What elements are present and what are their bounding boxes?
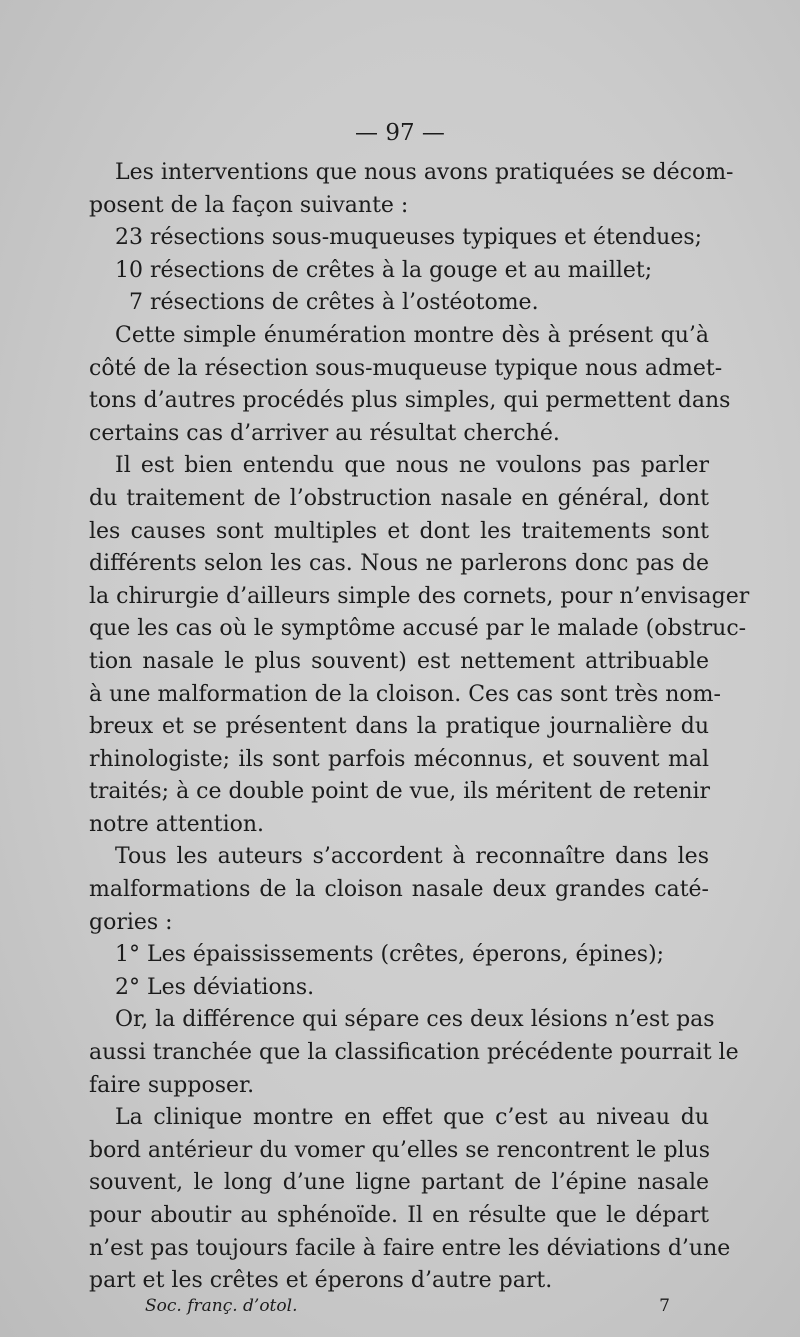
list-item: 7 résections de crêtes à l’ostéotome.	[129, 290, 539, 316]
text-line: part et les crêtes et éperons d’autre part.	[89, 1268, 553, 1294]
text-line: gories :	[89, 909, 173, 935]
body-text	[89, 157, 750, 1298]
page-number: — 97 —	[355, 120, 445, 146]
text-line: la chirurgie d’ailleurs simple des cornets, pour n’envisager	[89, 583, 750, 609]
text-line: bord antérieur du vomer qu’elles se rencontrent le plus	[89, 1137, 711, 1163]
text-line: souvent, le long d’une ligne partant de l’épine nasale	[89, 1170, 709, 1196]
text-line: côté de la résection sous-muqueuse typique nous admet-	[89, 355, 723, 381]
text-line: Tous les auteurs s’accordent à reconnaître dans les	[115, 844, 709, 870]
text-line: tion nasale le plus souvent) est nettement attribuable	[89, 648, 709, 674]
footer-source: Soc. franç. d’otol.	[145, 1296, 298, 1316]
text-line: rhinologiste; ils sont parfois méconnus, et souvent mal	[89, 746, 709, 772]
text-line: breux et se présentent dans la pratique journalière du	[89, 714, 709, 740]
list-item: 2° Les déviations.	[115, 974, 315, 1000]
text-line: malformations de la cloison nasale deux grandes caté-	[89, 877, 709, 903]
text-line: Cette simple énumération montre dès à présent qu’à	[115, 322, 709, 348]
text-line: pour aboutir au sphénoïde. Il en résulte que le départ	[89, 1203, 709, 1228]
text-line: que les cas où le symptôme accusé par le malade (obstruc-	[89, 616, 747, 642]
text-line: traités; à ce double point de vue, ils méritent de retenir	[89, 779, 711, 805]
text-line: La clinique montre en effet que c’est au niveau du	[115, 1105, 709, 1131]
text-line: à une malformation de la cloison. Ces cas sont très nom-	[89, 681, 721, 707]
list-item: 1° Les épaississements (crêtes, éperons, épines);	[115, 942, 665, 968]
text-line: les causes sont multiples et dont les traitements sont	[89, 518, 709, 544]
text-line: différents selon les cas. Nous ne parlerons donc pas de	[89, 551, 709, 577]
text-line: du traitement de l’obstruction nasale en général, dont	[89, 485, 709, 511]
signature-mark: 7	[659, 1296, 670, 1316]
text-line: faire supposer.	[89, 1072, 255, 1098]
text-line: Les interventions que nous avons pratiquées se décom-	[115, 160, 734, 185]
text-line: posent de la façon suivante :	[89, 192, 409, 218]
text-line: notre attention.	[89, 811, 265, 837]
text-line: aussi tranchée que la classification précédente pourrait le	[89, 1040, 739, 1066]
text-line: n’est pas toujours facile à faire entre les déviations d’une	[89, 1235, 731, 1261]
text-line: certains cas d’arriver au résultat cherché.	[89, 420, 560, 446]
text-line: Il est bien entendu que nous ne voulons pas parler	[115, 453, 709, 479]
list-item: 10 résections de crêtes à la gouge et au maillet;	[115, 257, 653, 283]
text-line: tons d’autres procédés plus simples, qui permettent dans	[89, 388, 731, 414]
list-item: 23 résections sous-muqueuses typiques et étendues;	[115, 225, 703, 251]
text-line: Or, la différence qui sépare ces deux lésions n’est pas	[115, 1007, 715, 1033]
page-footer	[145, 1296, 670, 1316]
